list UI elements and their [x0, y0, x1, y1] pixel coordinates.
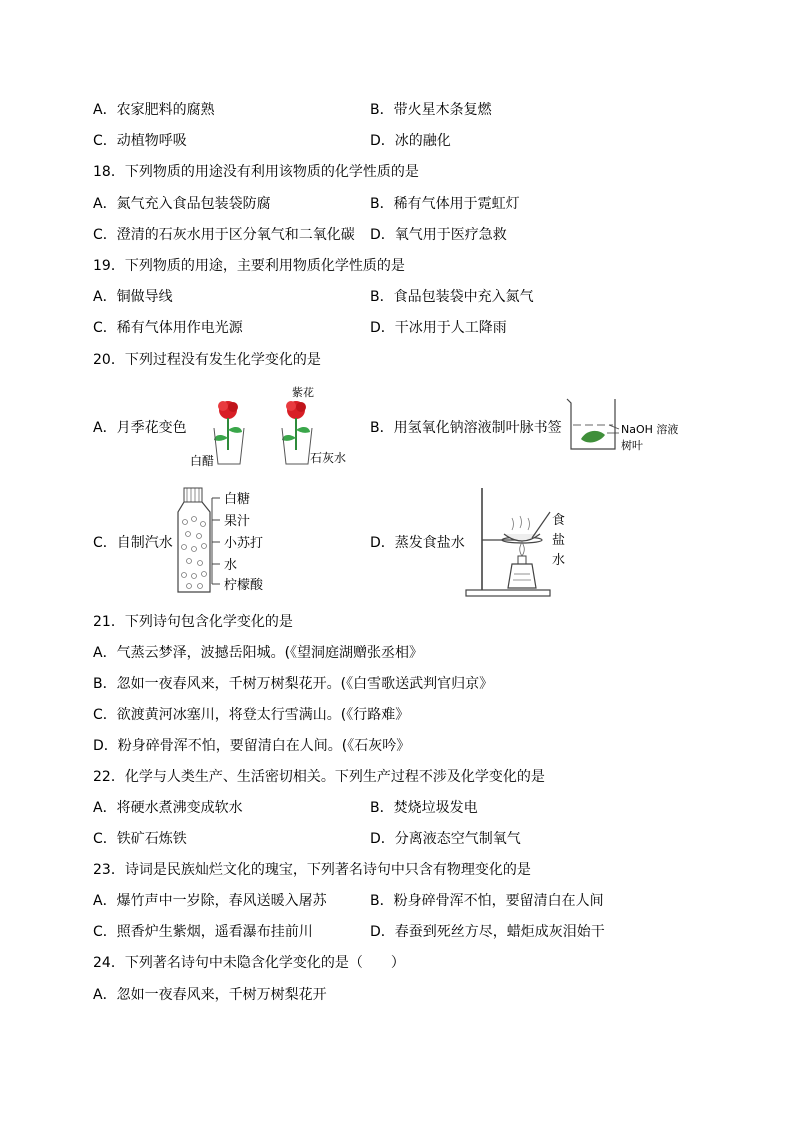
option-letter: B． — [370, 196, 394, 212]
q21-option-d — [93, 736, 410, 756]
option-text: 氮气充入食品包装袋防腐 — [116, 196, 271, 212]
option-letter: C． — [93, 227, 117, 243]
option-text: 春蚕到死丝方尽，蜡炬成灰泪始干 — [394, 924, 605, 940]
figure-label-salt-2: 盐 — [552, 533, 566, 548]
q21-option-a — [93, 643, 423, 663]
lamp-liquid-icon — [513, 574, 531, 580]
option-letter: A． — [93, 987, 117, 1003]
option-text: 欲渡黄河冰塞川，将登太行雪满山。(《行路难》 — [116, 707, 410, 723]
option-letter: A． — [93, 645, 117, 661]
option-text: 澄清的石灰水用于区分氧气和二氧化碳 — [116, 227, 355, 243]
q22-option-d — [370, 829, 521, 849]
ingredient-citric-acid: 柠檬酸 — [224, 578, 264, 593]
evaporation-figure — [462, 484, 582, 600]
option-text: 蒸发食盐水 — [394, 535, 465, 551]
q17-option-b — [370, 100, 492, 120]
q22-option-b — [370, 798, 478, 818]
q20-option-b — [370, 418, 562, 438]
option-letter: D． — [93, 738, 118, 754]
option-text: 动植物呼吸 — [116, 133, 187, 149]
option-letter: C． — [93, 707, 117, 723]
q23-option-b — [370, 891, 604, 911]
q18-option-a — [93, 194, 271, 214]
q20-stem: 20．下列过程没有发生化学变化的是 — [93, 352, 321, 368]
option-text: 农家肥料的腐熟 — [116, 102, 215, 118]
q19-option-b — [370, 287, 534, 307]
q24-option-a — [93, 985, 327, 1005]
glass-rod-icon — [532, 512, 550, 538]
soda-bottle-figure — [172, 484, 312, 598]
q18-stem: 18．下列物质的用途没有利用该物质的化学性质的是 — [93, 164, 419, 180]
option-letter: A． — [93, 196, 117, 212]
q23-option-a — [93, 891, 327, 911]
ingredient-water: 水 — [224, 558, 238, 573]
q22-stem: 22．化学与人类生产、生活密切相关。下列生产过程不涉及化学变化的是 — [93, 769, 545, 785]
figure-label-vinegar: 白醋 — [190, 454, 215, 468]
option-text: 干冰用于人工降雨 — [394, 320, 507, 336]
option-letter: D． — [370, 535, 395, 551]
ingredient-juice: 果汁 — [224, 514, 251, 529]
q22-option-c — [93, 829, 187, 849]
option-text: 忽如一夜春风来，千树万树梨花开。(《白雪歌送武判官归京》 — [116, 676, 494, 692]
figure-label-salt-3: 水 — [552, 553, 566, 568]
option-text: 铁矿石炼铁 — [116, 831, 187, 847]
q23-stem: 23．诗词是民族灿烂文化的瑰宝，下列著名诗句中只含有物理变化的是 — [93, 862, 531, 878]
option-letter: D． — [370, 133, 395, 149]
option-letter: B． — [370, 893, 394, 909]
figure-label-purple-flower: 紫花 — [292, 386, 314, 399]
figure-label-leaf: 树叶 — [621, 439, 643, 452]
option-text: 月季花变色 — [116, 420, 187, 436]
option-letter: D． — [370, 227, 395, 243]
figure-label-salt-1: 食 — [552, 513, 566, 528]
q20-option-a — [93, 418, 187, 438]
ingredient-baking-soda: 小苏打 — [224, 536, 264, 551]
rose-right-icon — [282, 401, 310, 450]
option-letter: D． — [370, 831, 395, 847]
q19-stem: 19．下列物质的用途，主要利用物质化学性质的是 — [93, 258, 405, 274]
q21-option-b — [93, 674, 493, 694]
beaker-leaf-figure — [563, 395, 703, 455]
figure-label-naoh: NaOH 溶液 — [621, 423, 679, 436]
option-text: 忽如一夜春风来，千树万树梨花开 — [116, 987, 327, 1003]
q23-option-d — [370, 922, 605, 942]
q17-option-d — [370, 131, 451, 151]
option-letter: B． — [370, 420, 394, 436]
alcohol-lamp-icon — [508, 564, 536, 588]
option-letter: C． — [93, 535, 117, 551]
ingredient-sugar: 白糖 — [224, 492, 251, 507]
option-text: 用氢氧化钠溶液制叶脉书签 — [393, 420, 562, 436]
figure-label-limewater: 石灰水 — [310, 451, 347, 465]
q21-stem: 21．下列诗句包含化学变化的是 — [93, 614, 293, 630]
option-letter: C． — [93, 924, 117, 940]
option-letter: A． — [93, 893, 117, 909]
bubbles-icon — [182, 517, 207, 589]
option-letter: C． — [93, 133, 117, 149]
leaf-icon — [581, 431, 605, 443]
option-text: 焚烧垃圾发电 — [393, 800, 478, 816]
option-text: 粉身碎骨浑不怕，要留清白在人间 — [393, 893, 604, 909]
q20-option-c — [93, 533, 173, 553]
option-text: 稀有气体用作电光源 — [116, 320, 243, 336]
option-text: 气蒸云梦泽，波撼岳阳城。(《望洞庭湖赠张丞相》 — [116, 645, 424, 661]
q18-option-c — [93, 225, 355, 245]
option-letter: A． — [93, 102, 117, 118]
q20-option-d — [370, 533, 465, 553]
option-letter: B． — [370, 800, 394, 816]
q19-option-a — [93, 287, 173, 307]
stand-base-icon — [466, 590, 550, 596]
option-text: 爆竹声中一岁除，春风送暖入屠苏 — [116, 893, 327, 909]
option-text: 自制汽水 — [116, 535, 173, 551]
rose-left-icon — [214, 401, 242, 450]
option-text: 氧气用于医疗急救 — [394, 227, 507, 243]
option-text: 铜做导线 — [116, 289, 173, 305]
option-text: 分离液态空气制氧气 — [394, 831, 521, 847]
q24-stem: 24．下列著名诗句中未隐含化学变化的是（ ） — [93, 955, 405, 971]
option-letter: A． — [93, 420, 117, 436]
option-letter: A． — [93, 289, 117, 305]
option-text: 将硬水煮沸变成软水 — [116, 800, 243, 816]
option-letter: B． — [93, 676, 117, 692]
q22-option-a — [93, 798, 243, 818]
q23-option-c — [93, 922, 313, 942]
option-letter: D． — [370, 924, 395, 940]
q21-option-c — [93, 705, 409, 725]
option-text: 粉身碎骨浑不怕，要留清白在人间。(《石灰吟》 — [117, 738, 411, 754]
option-letter: C． — [93, 831, 117, 847]
option-letter: B． — [370, 289, 394, 305]
q18-option-b — [370, 194, 520, 214]
steam-icon — [512, 516, 530, 530]
rose-cups-figure — [186, 380, 356, 470]
option-text: 照香炉生紫烟，遥看瀑布挂前川 — [116, 924, 313, 940]
q17-option-c — [93, 131, 187, 151]
option-text: 冰的融化 — [394, 133, 451, 149]
q17-option-a — [93, 100, 215, 120]
option-text: 带火星木条复燃 — [393, 102, 492, 118]
flame-icon — [520, 542, 525, 556]
q19-option-c — [93, 318, 243, 338]
option-letter: C． — [93, 320, 117, 336]
q18-option-d — [370, 225, 507, 245]
q19-option-d — [370, 318, 507, 338]
option-text: 食品包装袋中充入氮气 — [393, 289, 534, 305]
option-letter: D． — [370, 320, 395, 336]
option-letter: A． — [93, 800, 117, 816]
option-letter: B． — [370, 102, 394, 118]
option-text: 稀有气体用于霓虹灯 — [393, 196, 520, 212]
bottle-cap-icon — [184, 488, 202, 502]
